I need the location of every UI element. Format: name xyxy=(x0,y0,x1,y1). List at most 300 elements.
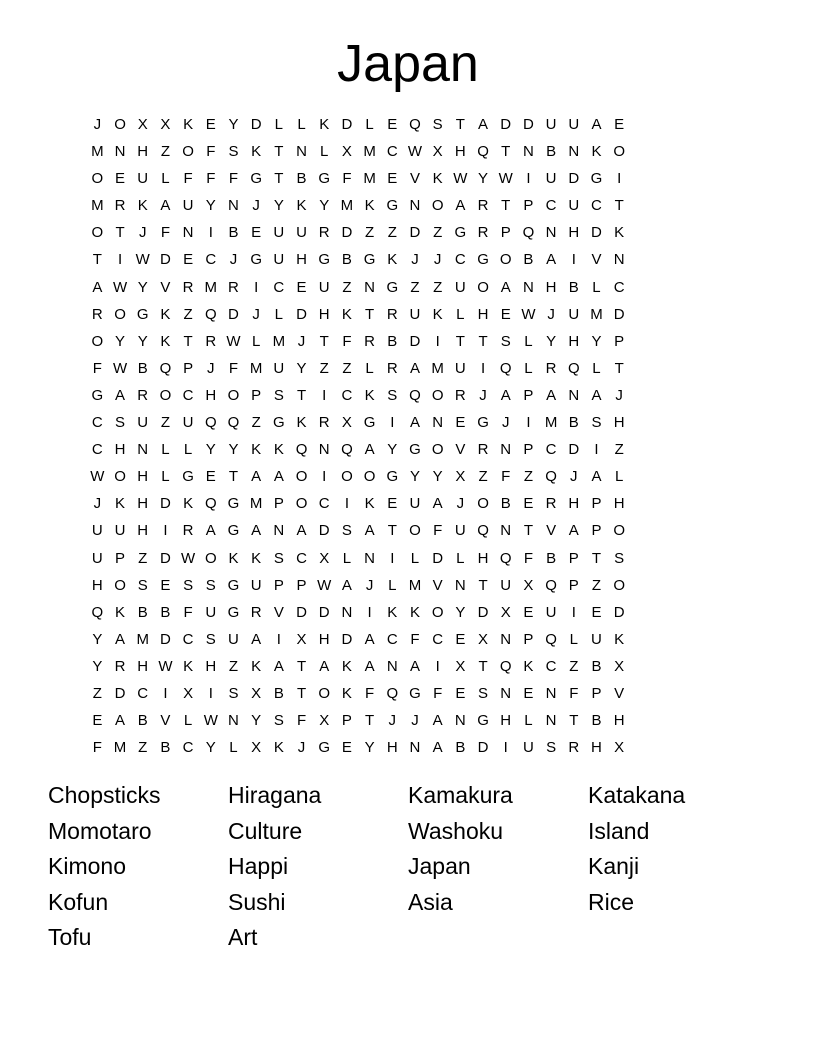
grid-letter: D xyxy=(500,116,512,133)
grid-letter: C xyxy=(182,386,194,404)
grid-letter: Q xyxy=(204,495,217,513)
grid-letter: K xyxy=(341,657,352,675)
grid-letter: Z xyxy=(160,143,170,161)
grid-letter: X xyxy=(341,143,352,161)
grid-letter: H xyxy=(500,712,512,730)
grid-row xyxy=(86,304,631,331)
grid-letter: G xyxy=(363,414,376,432)
grid-letter: S xyxy=(591,414,602,432)
grid-letter: T xyxy=(501,143,511,161)
grid-letter: Y xyxy=(205,197,216,215)
grid-letter: L xyxy=(365,359,374,377)
grid-letter: K xyxy=(273,441,284,459)
grid-letter: R xyxy=(91,305,103,323)
grid-letter: Y xyxy=(92,630,103,648)
grid-letter: B xyxy=(228,224,239,242)
grid-letter: P xyxy=(273,495,284,513)
grid-letter: G xyxy=(363,251,376,269)
grid-letter: W xyxy=(226,332,241,350)
grid-letter: F xyxy=(342,332,352,350)
grid-letter: Z xyxy=(342,359,352,377)
grid-letter: N xyxy=(522,278,534,296)
grid-letter: D xyxy=(409,224,421,242)
grid-letter: K xyxy=(296,414,307,432)
grid-letter: O xyxy=(295,495,308,513)
grid-letter: J xyxy=(229,251,238,269)
grid-letter: C xyxy=(454,251,466,269)
grid-letter: K xyxy=(614,630,625,648)
grid-letter: U xyxy=(205,603,217,621)
grid-letter: Z xyxy=(251,414,261,432)
grid-letter: D xyxy=(250,116,262,133)
grid-letter: N xyxy=(182,224,194,242)
grid-letter: K xyxy=(137,197,148,215)
grid-letter: O xyxy=(613,143,625,161)
grid-letter: L xyxy=(388,576,397,594)
grid-letter: U xyxy=(137,170,149,188)
grid-letter: A xyxy=(500,278,511,296)
grid-letter: U xyxy=(545,116,557,133)
grid-letter: E xyxy=(160,576,171,594)
grid-letter: V xyxy=(432,576,443,594)
grid-letter: U xyxy=(568,197,580,215)
grid-letter: S xyxy=(273,712,284,730)
grid-row xyxy=(86,331,631,358)
word-list-item: Island xyxy=(588,817,650,844)
grid-letter: J xyxy=(388,712,397,730)
word-list xyxy=(48,779,768,957)
grid-letter: D xyxy=(568,170,580,188)
grid-letter: Q xyxy=(204,414,217,432)
grid-letter: Q xyxy=(567,359,580,377)
grid-letter: P xyxy=(500,224,511,242)
grid-letter: N xyxy=(568,386,580,404)
grid-letter: C xyxy=(386,143,398,161)
grid-letter: C xyxy=(273,278,285,296)
grid-letter: V xyxy=(591,251,602,269)
grid-letter: D xyxy=(159,549,171,567)
grid-letter: R xyxy=(477,224,489,242)
word-list-item: Kofun xyxy=(48,888,109,915)
grid-letter: Z xyxy=(365,224,375,242)
grid-letter: U xyxy=(273,359,285,377)
grid-letter: H xyxy=(318,630,330,648)
grid-letter: E xyxy=(614,116,625,133)
grid-letter: A xyxy=(364,441,375,459)
grid-row xyxy=(86,493,631,520)
grid-letter: D xyxy=(613,305,625,323)
grid-letter: W xyxy=(521,305,536,323)
grid-letter: A xyxy=(251,630,262,648)
grid-letter: K xyxy=(160,332,171,350)
grid-letter: C xyxy=(386,630,398,648)
grid-letter: G xyxy=(477,251,489,269)
grid-letter: Z xyxy=(433,278,443,296)
grid-letter: L xyxy=(183,712,193,730)
grid-letter: X xyxy=(160,116,171,133)
grid-letter: G xyxy=(227,495,240,513)
grid-letter: D xyxy=(432,549,444,567)
grid-letter: F xyxy=(433,684,443,702)
grid-letter: F xyxy=(433,522,443,540)
grid-letter: U xyxy=(409,305,421,323)
grid-letter: Q xyxy=(545,576,557,594)
grid-letter: W xyxy=(135,251,150,269)
grid-letter: P xyxy=(251,386,262,404)
grid-row xyxy=(86,141,631,168)
grid-letter: X xyxy=(614,739,625,757)
grid-letter: X xyxy=(341,414,352,432)
grid-letter: W xyxy=(158,657,173,675)
grid-letter: I xyxy=(390,414,395,432)
grid-letter: T xyxy=(478,332,488,350)
grid-letter: D xyxy=(318,603,330,621)
grid-letter: X xyxy=(137,116,148,133)
grid-letter: Y xyxy=(546,332,557,350)
grid-letter: M xyxy=(136,630,149,648)
grid-letter: S xyxy=(614,549,625,567)
grid-letter: F xyxy=(342,170,352,188)
grid-letter: Z xyxy=(523,468,533,486)
grid-letter: J xyxy=(365,576,374,594)
word-list-item: Asia xyxy=(408,888,453,915)
grid-letter: C xyxy=(91,414,103,432)
grid-letter: A xyxy=(500,386,511,404)
grid-row xyxy=(86,575,631,602)
grid-letter: H xyxy=(477,549,489,567)
grid-row xyxy=(86,466,631,493)
grid-letter: T xyxy=(228,468,239,486)
grid-letter: Z xyxy=(569,657,579,675)
grid-letter: P xyxy=(614,332,625,350)
grid-letter: E xyxy=(205,116,216,133)
grid-letter: S xyxy=(432,116,443,133)
grid-letter: K xyxy=(341,684,352,702)
grid-letter: O xyxy=(91,170,104,188)
grid-letter: H xyxy=(296,251,307,269)
grid-letter: N xyxy=(613,251,625,269)
grid-letter: Y xyxy=(92,657,103,675)
grid-letter: Y xyxy=(205,739,216,757)
grid-letter: P xyxy=(591,684,602,702)
grid-letter: A xyxy=(319,657,330,675)
grid-letter: G xyxy=(227,603,240,621)
grid-letter: U xyxy=(114,522,126,540)
grid-letter: P xyxy=(568,549,579,567)
grid-letter: U xyxy=(454,359,466,377)
grid-letter: O xyxy=(114,468,126,486)
grid-letter: B xyxy=(546,549,557,567)
grid-letter: N xyxy=(228,712,239,730)
grid-letter: G xyxy=(409,441,421,459)
grid-letter: L xyxy=(161,170,170,188)
grid-letter: K xyxy=(296,197,307,215)
grid-row xyxy=(86,683,631,710)
grid-letter: B xyxy=(137,603,148,621)
grid-letter: T xyxy=(274,143,284,161)
grid-letter: N xyxy=(409,739,421,757)
grid-letter: S xyxy=(228,143,239,161)
grid-letter: H xyxy=(318,305,330,323)
grid-letter: B xyxy=(160,739,171,757)
grid-letter: U xyxy=(500,576,512,594)
grid-letter: N xyxy=(545,684,557,702)
grid-letter: M xyxy=(363,143,376,161)
grid-letter: D xyxy=(341,630,353,648)
grid-letter: K xyxy=(183,495,194,513)
grid-letter: O xyxy=(431,603,444,621)
grid-letter: H xyxy=(591,739,602,757)
grid-letter: A xyxy=(364,522,375,540)
grid-letter: D xyxy=(228,305,239,323)
grid-letter: L xyxy=(297,116,306,133)
grid-letter: S xyxy=(387,386,398,404)
grid-letter: P xyxy=(523,197,534,215)
grid-letter: K xyxy=(319,116,330,133)
grid-letter: F xyxy=(410,630,420,648)
grid-letter: O xyxy=(431,441,444,459)
grid-letter: D xyxy=(613,603,625,621)
grid-letter: T xyxy=(569,712,579,730)
grid-letter: R xyxy=(364,332,376,350)
grid-letter: H xyxy=(91,576,103,594)
grid-letter: M xyxy=(590,305,603,323)
grid-letter: Q xyxy=(159,359,172,377)
grid-letter: Z xyxy=(478,468,488,486)
grid-letter: X xyxy=(251,739,262,757)
grid-letter: H xyxy=(205,657,217,675)
grid-letter: O xyxy=(318,684,331,702)
grid-letter: B xyxy=(341,251,352,269)
grid-letter: Y xyxy=(205,441,216,459)
grid-letter: H xyxy=(137,143,149,161)
grid-row xyxy=(86,114,631,141)
grid-letter: O xyxy=(613,576,625,594)
grid-letter: U xyxy=(182,197,194,215)
grid-letter: U xyxy=(591,630,602,648)
grid-letter: O xyxy=(363,468,376,486)
grid-letter: O xyxy=(295,468,308,486)
grid-letter: S xyxy=(228,684,239,702)
grid-letter: J xyxy=(207,359,215,377)
grid-letter: I xyxy=(571,603,576,621)
grid-letter: V xyxy=(160,278,171,296)
grid-letter: P xyxy=(523,630,534,648)
grid-row xyxy=(86,520,631,547)
grid-letter: M xyxy=(91,143,104,161)
grid-letter: N xyxy=(296,143,307,161)
grid-letter: Q xyxy=(477,143,489,161)
grid-letter: N xyxy=(273,522,285,540)
grid-letter: L xyxy=(456,549,465,567)
grid-letter: Z xyxy=(319,359,329,377)
grid-letter: E xyxy=(455,684,466,702)
grid-letter: I xyxy=(322,468,327,486)
grid-letter: Q xyxy=(545,468,557,486)
grid-letter: B xyxy=(296,170,307,188)
grid-letter: V xyxy=(160,712,171,730)
grid-letter: T xyxy=(296,386,307,404)
grid-letter: J xyxy=(93,116,102,133)
grid-letter: C xyxy=(341,386,353,404)
grid-letter: I xyxy=(571,251,576,269)
grid-letter: N xyxy=(318,441,330,459)
grid-letter: B xyxy=(523,251,534,269)
grid-letter: K xyxy=(364,386,375,404)
grid-letter: H xyxy=(386,739,398,757)
grid-letter: B xyxy=(500,495,511,513)
grid-letter: J xyxy=(411,251,419,269)
grid-letter: W xyxy=(112,278,128,296)
grid-letter: X xyxy=(455,657,466,675)
word-list-item: Happi xyxy=(228,853,289,879)
grid-letter: I xyxy=(594,441,599,459)
grid-letter: X xyxy=(500,603,511,621)
grid-letter: M xyxy=(91,197,104,215)
grid-letter: W xyxy=(181,549,196,567)
grid-letter: C xyxy=(296,549,307,567)
grid-letter: O xyxy=(159,386,172,404)
grid-letter: J xyxy=(252,197,260,215)
grid-letter: Q xyxy=(522,224,535,242)
grid-letter: D xyxy=(477,739,489,757)
grid-letter: I xyxy=(276,630,281,648)
grid-letter: T xyxy=(296,684,307,702)
grid-letter: C xyxy=(432,630,444,648)
grid-letter: H xyxy=(137,657,149,675)
grid-letter: P xyxy=(568,576,579,594)
grid-letter: N xyxy=(137,441,149,459)
grid-letter: D xyxy=(318,522,330,540)
grid-letter: E xyxy=(183,251,194,269)
grid-letter: L xyxy=(592,359,601,377)
grid-letter: Z xyxy=(92,684,102,702)
grid-letter: T xyxy=(501,197,511,215)
grid-letter: R xyxy=(114,197,126,215)
grid-letter: B xyxy=(387,332,398,350)
grid-row xyxy=(86,656,631,683)
grid-letter: F xyxy=(206,143,216,161)
grid-letter: M xyxy=(544,414,558,432)
grid-letter: R xyxy=(545,359,557,377)
grid-letter: G xyxy=(409,684,421,702)
grid-letter: B xyxy=(455,739,466,757)
grid-letter: U xyxy=(568,305,580,323)
word-list-item: Kimono xyxy=(48,853,126,879)
grid-letter: S xyxy=(115,414,126,432)
grid-letter: N xyxy=(545,224,557,242)
grid-letter: E xyxy=(251,224,262,242)
grid-letter: N xyxy=(341,603,353,621)
grid-letter: L xyxy=(524,712,533,730)
grid-letter: A xyxy=(160,197,171,215)
grid-letter: Y xyxy=(251,712,262,730)
grid-letter: U xyxy=(273,251,285,269)
grid-letter: K xyxy=(364,495,375,513)
grid-letter: J xyxy=(138,224,147,242)
grid-letter: X xyxy=(455,468,466,486)
grid-letter: E xyxy=(341,739,352,757)
grid-letter: R xyxy=(182,278,194,296)
grid-letter: U xyxy=(454,278,466,296)
grid-letter: O xyxy=(114,116,126,133)
grid-letter: L xyxy=(161,468,170,486)
grid-letter: P xyxy=(296,576,307,594)
grid-letter: R xyxy=(318,224,330,242)
grid-letter: O xyxy=(182,143,194,161)
grid-letter: A xyxy=(364,630,375,648)
grid-letter: N xyxy=(364,278,376,296)
grid-letter: G xyxy=(318,170,331,188)
grid-letter: I xyxy=(617,170,622,188)
grid-letter: G xyxy=(590,170,603,188)
grid-letter: T xyxy=(365,305,375,323)
grid-letter: L xyxy=(342,549,352,567)
grid-letter: R xyxy=(182,522,194,540)
grid-row xyxy=(86,222,631,249)
grid-letter: A xyxy=(115,712,126,730)
grid-letter: I xyxy=(322,386,327,404)
grid-letter: N xyxy=(500,630,512,648)
grid-letter: T xyxy=(296,657,307,675)
grid-letter: J xyxy=(547,305,555,323)
grid-letter: F xyxy=(523,549,533,567)
grid-letter: C xyxy=(545,657,557,675)
grid-row xyxy=(86,277,631,304)
grid-letter: E xyxy=(387,495,398,513)
grid-letter: Q xyxy=(295,441,308,459)
grid-row xyxy=(86,737,631,764)
grid-letter: B xyxy=(137,712,148,730)
grid-letter: Y xyxy=(387,441,398,459)
grid-letter: N xyxy=(500,684,512,702)
grid-letter: C xyxy=(182,739,194,757)
grid-letter: H xyxy=(137,495,149,513)
grid-letter: K xyxy=(251,441,262,459)
grid-letter: O xyxy=(499,251,512,269)
grid-letter: N xyxy=(114,143,126,161)
grid-letter: B xyxy=(568,278,579,296)
grid-letter: I xyxy=(117,251,123,269)
grid-letter: T xyxy=(614,197,624,215)
grid-letter: C xyxy=(613,278,625,296)
grid-letter: A xyxy=(591,468,602,486)
grid-letter: U xyxy=(91,549,103,567)
word-list-item: Japan xyxy=(408,853,471,879)
grid-letter: K xyxy=(409,603,420,621)
grid-letter: O xyxy=(477,495,489,513)
grid-letter: U xyxy=(296,224,307,242)
grid-letter: A xyxy=(251,468,262,486)
grid-letter: P xyxy=(115,549,126,567)
grid-letter: D xyxy=(341,224,353,242)
grid-letter: F xyxy=(160,224,170,242)
grid-letter: K xyxy=(432,305,443,323)
grid-letter: W xyxy=(203,712,218,730)
grid-letter: P xyxy=(523,386,534,404)
word-list-item: Momotaro xyxy=(48,817,152,844)
grid-letter: D xyxy=(159,495,171,513)
grid-letter: R xyxy=(454,386,466,404)
grid-letter: R xyxy=(568,739,580,757)
grid-letter: L xyxy=(410,549,420,567)
grid-letter: R xyxy=(386,305,398,323)
grid-letter: V xyxy=(614,684,625,702)
grid-letter: O xyxy=(227,386,240,404)
grid-row xyxy=(86,195,631,222)
grid-letter: C xyxy=(545,441,557,459)
word-list-item: Washoku xyxy=(408,817,504,844)
